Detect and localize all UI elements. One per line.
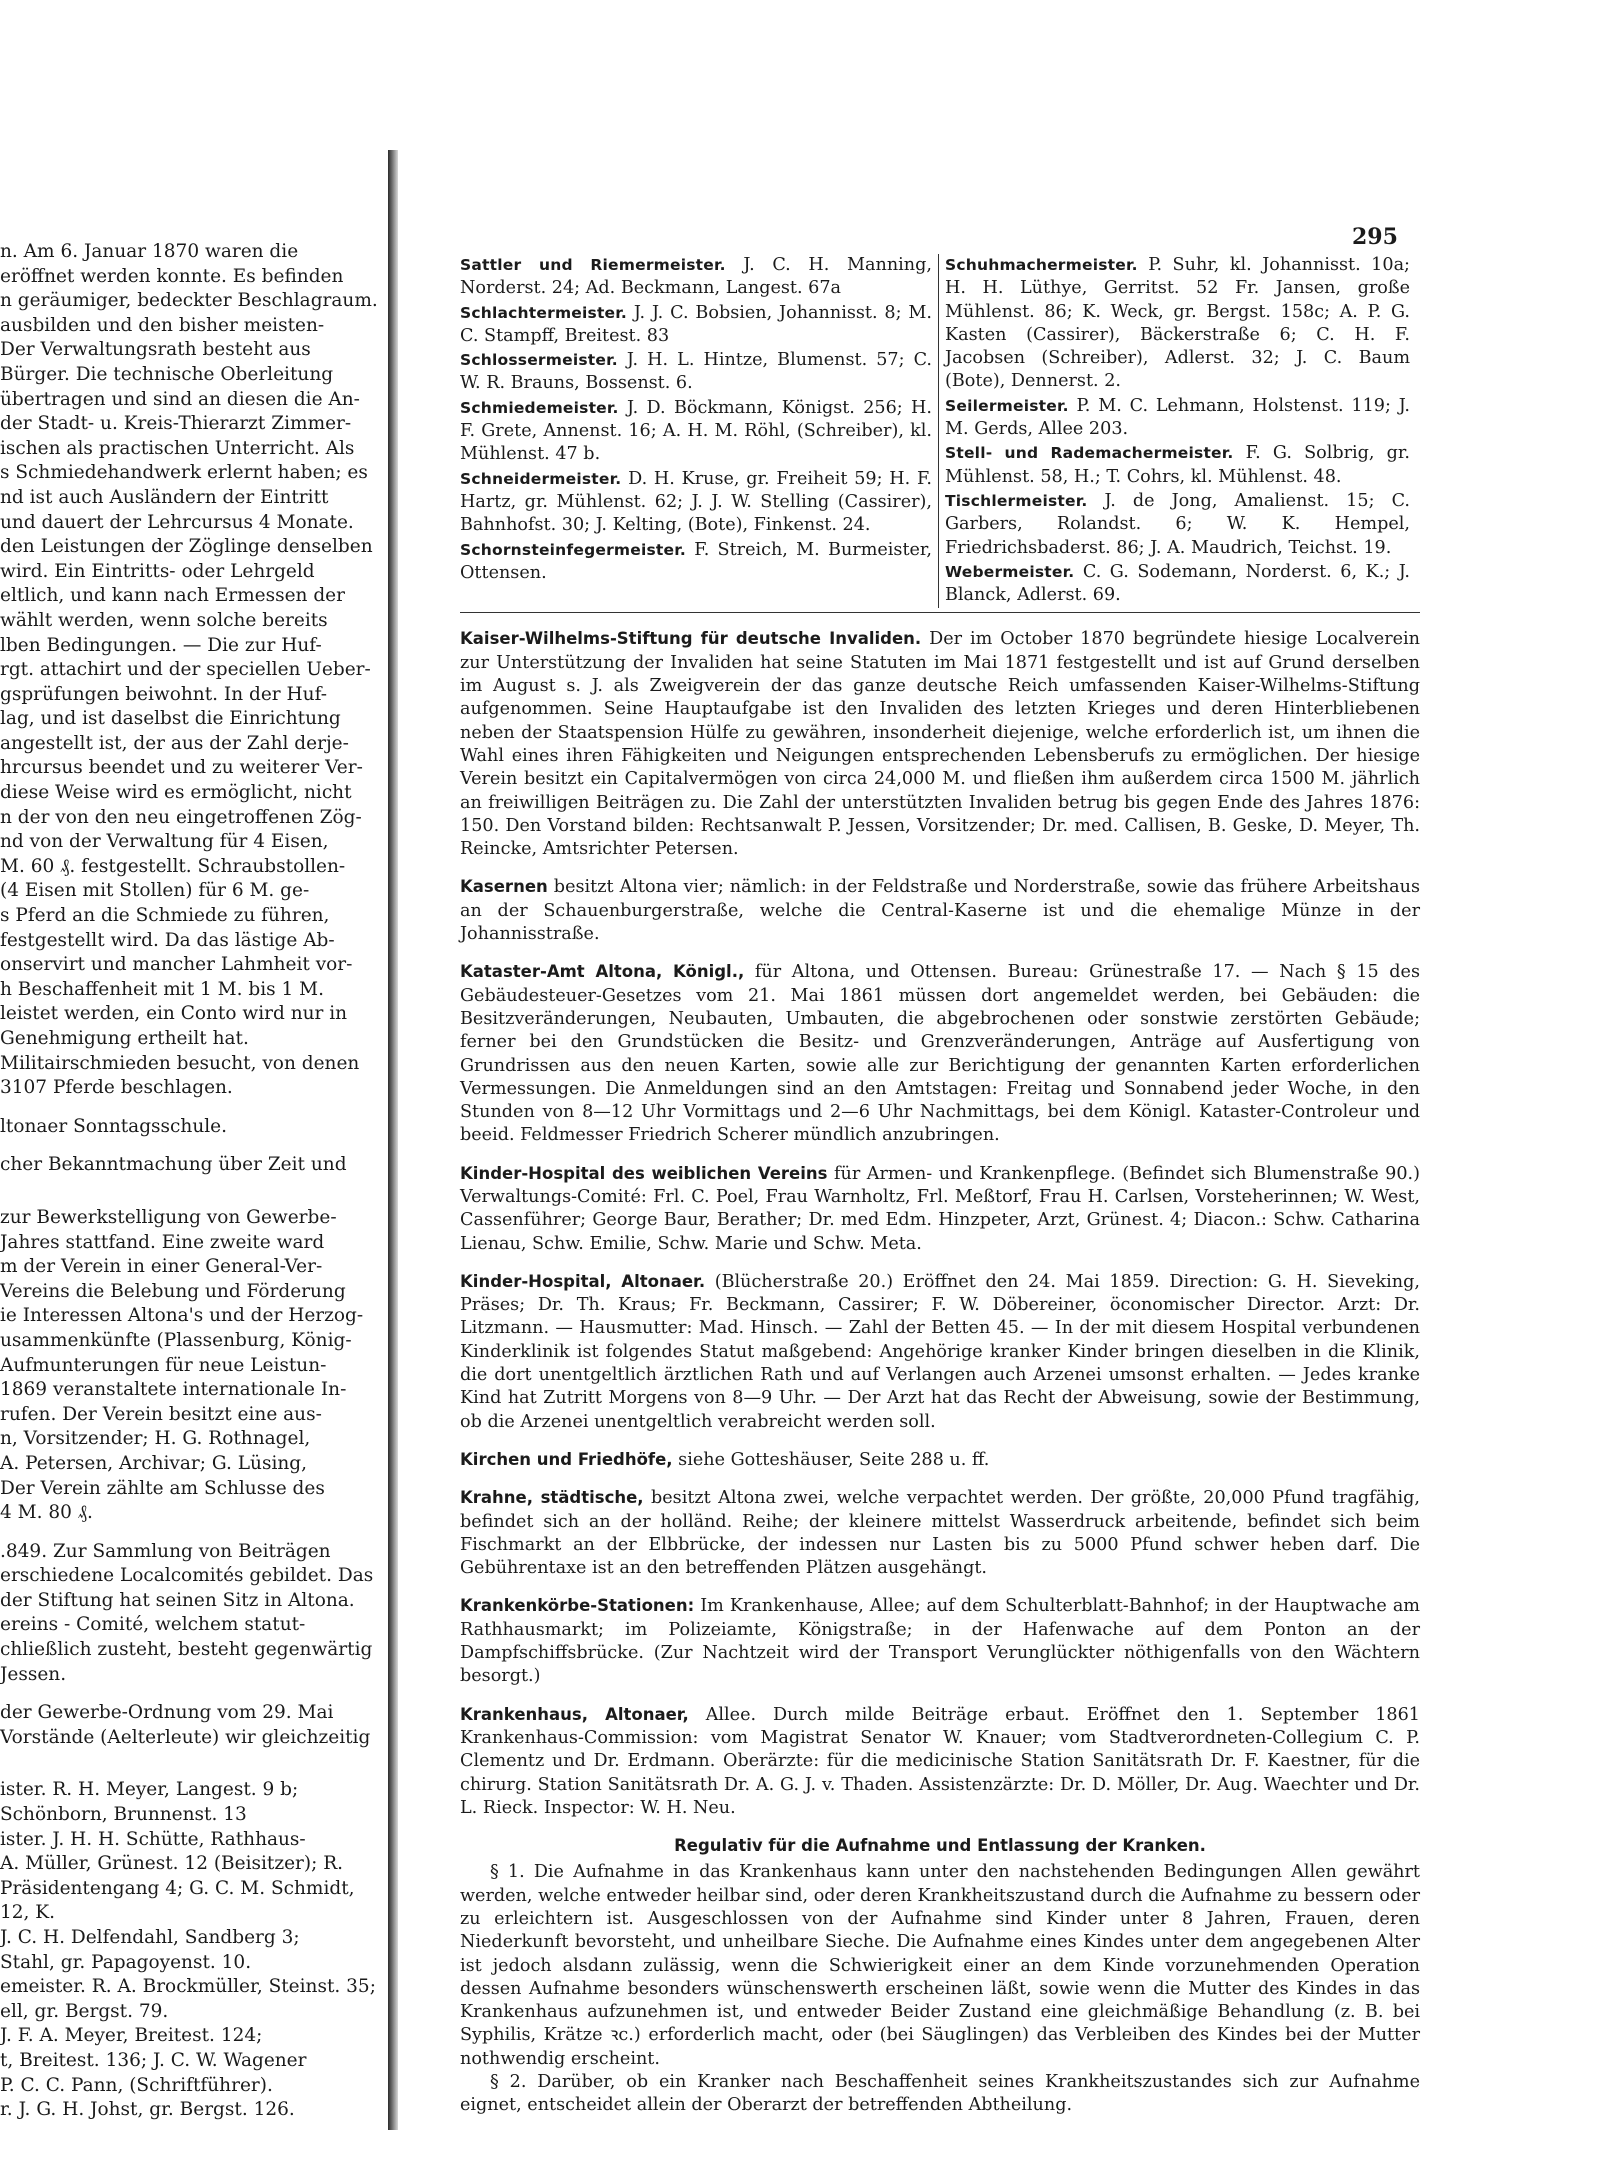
left-page-line: .849. Zur Sammlung von Beiträgen xyxy=(0,1540,331,1562)
trade-heading: Schornsteinfegermeister. xyxy=(460,540,686,559)
trade-entry xyxy=(945,490,1410,560)
left-page-line: Bürger. Die technische Oberleitung xyxy=(0,363,334,385)
entry-heading: Kinder-Hospital, Altonaer. xyxy=(460,1271,706,1291)
left-page-line: den Leistungen der Zöglinge denselben xyxy=(0,536,373,558)
trade-entry xyxy=(945,442,1410,489)
directory-entries xyxy=(460,627,1420,1820)
left-page-line: cher Bekanntmachung über Zeit und xyxy=(0,1154,347,1176)
entry-heading: Krankenkörbe-Stationen: xyxy=(460,1596,695,1616)
left-page-line: hrcursus beendet und zu weiterer Ver- xyxy=(0,757,363,779)
left-page-line: festgestellt wird. Da das lästige Ab- xyxy=(0,929,335,951)
left-page-line: n, Vorsitzender; H. G. Rothnagel, xyxy=(0,1428,311,1450)
entry-text: siehe Gotteshäuser, Seite 288 u. ff. xyxy=(672,1449,990,1470)
directory-entry xyxy=(460,1703,1420,1820)
left-page-line xyxy=(0,1178,380,1192)
left-page-line: ell, gr. Bergst. 79. xyxy=(0,2000,169,2022)
trade-entry xyxy=(945,561,1410,608)
entry-heading: Kataster-Amt Altona, Königl., xyxy=(460,962,745,982)
left-page-line: Vorstände (Aelterleute) wir gleichzeitig xyxy=(0,1726,371,1748)
left-page-line: 12, K. xyxy=(0,1902,56,1924)
directory-entry xyxy=(460,627,1420,861)
left-page-line: Aufmunterungen für neue Leistun- xyxy=(0,1354,327,1376)
trades-directory xyxy=(460,254,1420,613)
left-page-line: ereins - Comité, welchem statut- xyxy=(0,1614,306,1636)
left-page-line: Jahres stattfand. Eine zweite ward xyxy=(0,1231,325,1253)
left-page-line xyxy=(0,1101,380,1115)
left-page-line: ie Interessen Altona's und der Herzog- xyxy=(0,1305,364,1327)
left-page-line: t, Breitest. 136; J. C. W. Wagener xyxy=(0,2049,307,2071)
entry-heading: Krahne, städtische, xyxy=(460,1488,644,1508)
left-page-line: angestellt ist, der aus der Zahl derje- xyxy=(0,732,349,754)
regulativ-paragraph: § 2. Darüber, ob ein Kranker nach Beschaffenheit seines Krankheitszustandes sich zur Aufnahme eignet, entscheidet allein der Oberarzt der betreffenden Abtheilung. xyxy=(460,2072,1420,2116)
left-page-line: Schönborn, Brunnenst. 13 xyxy=(0,1804,247,1826)
left-page-line: 3107 Pferde beschlagen. xyxy=(0,1077,233,1099)
left-page-line: Genehmigung ertheilt hat. xyxy=(0,1028,249,1049)
left-page-line: Vereins die Belebung und Förderung xyxy=(0,1280,346,1302)
entry-text: Der im October 1870 begründete hiesige Localverein zur Unterstützung der Invaliden hat seine Statuten im Mai 1871 festgestellt und ist auf Grund derselben im August s. J. als Zweigverein der das ganze deutsche Reich umfassenden Kaiser-Wilhelms-Stiftung aufgenommen. Seine Hauptaufgabe ist den Invaliden des letzten Krieges und deren Hinterbliebenen neben der Staatspension Hülfe zu gewähren, insonderheit diejenige, welche erforderlich ist, um ihnen die Wahl eines ihren Fähigkeiten und Neigungen entsprechenden Lebensberufs zu ermöglichen. Der hiesige Verein besitzt ein Capitalvermögen von circa 24,000 M. und fließen ihm außerdem circa 1500 M. jährlich an freiwilligen Beiträgen zu. Die Zahl der unterstützten Invaliden betrug bis gegen Ende des Jahres 1876: 150. Den Vorstand bilden: Rechtsanwalt P. Jessen, Vorsitzender; Dr. med. Callisen, B. Geske, D. Meyer, Th. Reincke, Amtsrichter Petersen. xyxy=(460,629,1420,860)
left-page-line: nd ist auch Ausländern der Eintritt xyxy=(0,486,329,508)
trade-text: D. H. Kruse, gr. Freiheit 59; H. F. Hartz, gr. Mühlenst. 62; J. J. W. Stelling (Cassirer), Bahnhofst. 30; J. Kelting, (Bote), Finkenst. 24. xyxy=(460,468,932,536)
directory-entry xyxy=(460,1594,1420,1688)
left-page-line: usammenkünfte (Plassenburg, König- xyxy=(0,1329,352,1351)
left-page-line: Militairschmieden besucht, von denen xyxy=(0,1052,360,1074)
left-page-line: J. C. H. Delfendahl, Sandberg 3; xyxy=(0,1927,300,1948)
trade-entry xyxy=(945,254,1410,394)
left-page-line: A. Müller, Grünest. 12 (Beisitzer); R. xyxy=(0,1853,344,1875)
left-page-line xyxy=(0,1764,380,1778)
trade-entry xyxy=(460,397,932,467)
directory-entry xyxy=(460,875,1420,946)
left-page-line: r. J. G. H. Johst, gr. Bergst. 126. xyxy=(0,2099,295,2121)
trade-text: P. M. C. Lehmann, Holstenst. 119; J. M. Gerds, Allee 203. xyxy=(945,395,1410,440)
regulativ-title: Regulativ für die Aufnahme und Entlassung der Kranken. xyxy=(674,1836,1206,1856)
left-page-line: Der Verwaltungsrath besteht aus xyxy=(0,339,311,361)
trade-entry xyxy=(460,302,932,349)
left-page-line: chließlich zusteht, besteht gegenwärtig xyxy=(0,1639,373,1661)
left-page-line: übertragen und sind an diesen die An- xyxy=(0,388,360,410)
left-page-line xyxy=(0,1192,380,1206)
left-page-line: ltonaer Sonntagsschule. xyxy=(0,1115,227,1137)
directory-entry xyxy=(460,960,1420,1147)
regulativ-paragraph: § 1. Die Aufnahme in das Krankenhaus kann unter den nachstehenden Bedingungen Allen gewährt werden, welche entweder heilbar sind, oder deren Krankheitszustand durch die Aufnahme zu bessern oder zu erleichtern ist. Ausgeschlossen von der Aufnahme sind Kinder unter 8 Jahren, Frauen, deren Niederkunft bevorsteht, und unheilbare Sieche. Die Aufnahme eines Kindes unter dem angegebenen Alter ist jedoch alsdann zulässig, wenn die Schwierigkeit einer an dem Kinde vorzunehmenden Operation dessen Aufnahme besonders wünschenswerth erscheinen läßt, sowie wenn die Mutter des Kindes in das Krankenhaus aufzunehmen ist, und entweder Beider Zustand eine gleichmäßige Behandlung (z. B. bei Syphilis, Krätze ꝛc.) erforderlich macht, oder (bei Säuglingen) das Verbleiben des Kindes bei der Mutter nothwendig erscheint. xyxy=(460,1862,1420,2069)
trade-text: J. H. L. Hintze, Blumenst. 57; C. W. R. Brauns, Bossenst. 6. xyxy=(460,350,932,394)
trade-heading: Seilermeister. xyxy=(945,396,1069,415)
left-page-line: eltlich, und kann nach Ermessen der xyxy=(0,585,345,607)
trade-entry xyxy=(460,468,932,538)
left-page-line: J. F. A. Meyer, Breitest. 124; xyxy=(0,2025,263,2047)
trade-heading: Webermeister. xyxy=(945,562,1075,581)
left-page-line xyxy=(0,1526,380,1540)
entry-heading: Kasernen xyxy=(460,877,548,897)
left-page-line: emeister. R. A. Brockmüller, Steinst. 35; xyxy=(0,1976,376,1998)
entry-heading: Kirchen und Friedhöfe, xyxy=(460,1449,673,1469)
trade-text: J. J. C. Bobsien, Johannisst. 8; M. C. Stampff, Breitest. 83 xyxy=(460,302,932,346)
left-page-line: n. Am 6. Januar 1870 waren die xyxy=(0,241,299,262)
left-page-line: zur Bewerkstelligung von Gewerbe- xyxy=(0,1206,337,1228)
entry-text: besitzt Altona zwei, welche verpachtet werden. Der größte, 20,000 Pfund tragfähig, befindet sich an der holländ. Reihe; der kleinere mittelst Wasserdruck arbeitende, befindet sich beim Fischmarkt an der Elbbrücke, der indessen nur Lasten bis zu 5000 Pfund schwer heben darf. Die Gebührentaxe ist an den betreffenden Plätzen ausgehängt. xyxy=(460,1488,1420,1579)
left-page-line: n der von den neu eingetroffenen Zög- xyxy=(0,806,362,828)
entry-text: (Blücherstraße 20.) Eröffnet den 24. Mai 1859. Direction: G. H. Sieveking, Präses; Dr. Th. Kraus; Fr. Beckmann, Cassirer; F. W. Döbereiner, öconomischer Director. Arzt: Dr. Litzmann. — Hausmutter: Mad. Hinsch. — Zahl der Betten 45. — In der mit diesem Hospital verbundenen Kinderklinik ist folgendes Statut maßgebend: Angehörige kranker Kinder bringen dieselben in die Klinik, die dort unentgeltlich ärztlichen Rath und auf Verlangen auch Arzenei umsonst erhalten. — Jedes kranke Kind hat Zutritt Morgens von 8—9 Uhr. — Der Arzt hat das Recht der Abweisung, sowie der Bestimmung, ob die Arzenei unentgeltlich verabreicht werden soll. xyxy=(460,1271,1420,1432)
left-page-line: n geräumiger, bedeckter Beschlagraum. xyxy=(0,290,378,312)
right-page xyxy=(460,220,1420,2118)
left-page-line: 1869 veranstaltete internationale In- xyxy=(0,1379,347,1401)
trade-heading: Tischlermeister. xyxy=(945,491,1088,510)
trade-text: J. de Jong, Amalienst. 15; C. Garbers, Rolandst. 6; W. K. Hempel, Friedrichsbaderst. 86; J. A. Maudrich, Teichst. 19. xyxy=(945,490,1410,558)
left-page-line: onservirt und mancher Lahmheit vor- xyxy=(0,954,353,976)
trade-heading: Schneidermeister. xyxy=(460,469,622,488)
directory-entry xyxy=(460,1486,1420,1580)
left-page-fragment xyxy=(0,240,380,2160)
left-page-line: ausbilden und den bisher meisten- xyxy=(0,314,325,336)
left-page-line: leistet werden, ein Conto wird nur in xyxy=(0,1003,348,1025)
left-page-line: Jessen. xyxy=(0,1663,67,1685)
directory-entry xyxy=(460,1162,1420,1256)
left-page-line: lben Bedingungen. — Die zur Huf- xyxy=(0,634,322,656)
left-page-line: gsprüfungen beiwohnt. In der Huf- xyxy=(0,683,328,705)
left-page-line: diese Weise wird es ermöglicht, nicht xyxy=(0,782,352,804)
page-number: 295 xyxy=(1352,224,1398,250)
regulativ-paragraphs xyxy=(460,1861,1420,2117)
left-page-line: ister. J. H. H. Schütte, Rathhaus- xyxy=(0,1828,306,1850)
left-page-line: 4 M. 80 ₰. xyxy=(0,1502,93,1524)
left-page-line: m der Verein in einer General-Ver- xyxy=(0,1256,323,1278)
trade-text: C. G. Sodemann, Norderst. 6, K.; J. Blanck, Adlerst. 69. xyxy=(945,561,1410,606)
trade-entry xyxy=(460,254,932,301)
left-page-line: h Beschaffenheit mit 1 M. bis 1 M. xyxy=(0,978,324,1000)
left-page-line: Der Verein zählte am Schlusse des xyxy=(0,1477,325,1499)
entry-heading: Krankenhaus, Altonaer, xyxy=(460,1704,689,1724)
trade-entry xyxy=(460,539,932,586)
entry-heading: Kinder-Hospital des weiblichen Vereins xyxy=(460,1163,828,1183)
left-page-line: der Gewerbe-Ordnung vom 29. Mai xyxy=(0,1702,334,1724)
left-page-line: s Pferd an die Schmiede zu führen, xyxy=(0,905,330,927)
trade-text: J. C. H. Manning, Norderst. 24; Ad. Beckmann, Langest. 67a xyxy=(460,255,932,299)
trade-heading: Schlachtermeister. xyxy=(460,303,627,322)
entry-text: für Altona, und Ottensen. Bureau: Grünestraße 17. — Nach § 15 des Gebäudesteuer-Gesetzes vom 21. Mai 1861 müssen dort angemeldet werden, bei Gebäuden: die Besitzveränderungen, Neubauten, Umbauten, die abgebrochenen oder sonstwie zerstörten Gebäude; ferner bei den Grundstücken die Besitz- und Grenzveränderungen, Anträge auf Ausfertigung von Grundrissen aus den neuen Karten, sowie alle zur Berichtigung der genannten Karten erforderlichen Vermessungen. Die Anmeldungen sind an den Amtstagen: Freitag und Sonnabend jeder Woche, in den Stunden von 8—12 Uhr Vormittags und 2—6 Uhr Nachmittags, bei dem Königl. Kataster-Controleur und beeid. Feldmesser Friedrich Scherer mündlich anzubringen. xyxy=(460,962,1421,1146)
trade-text: F. G. Solbrig, gr. Mühlenst. 58, H.; T. Cohrs, kl. Mühlenst. 48. xyxy=(945,443,1410,487)
left-page-line: und dauert der Lehrcursus 4 Monate. xyxy=(0,511,354,533)
trade-entry xyxy=(945,395,1410,442)
trades-left-column xyxy=(460,254,938,608)
left-page-line: A. Petersen, Archivar; G. Lüsing, xyxy=(0,1452,307,1474)
left-page-line: rgt. attachirt und der speciellen Ueber- xyxy=(0,659,371,681)
trade-heading: Schlossermeister. xyxy=(460,351,618,370)
left-page-line: eröffnet werden konnte. Es befinden xyxy=(0,265,344,287)
entry-heading: Kaiser-Wilhelms-Stiftung für deutsche Invaliden. xyxy=(460,629,922,649)
left-page-line: der Stadt- u. Kreis-Thierarzt Zimmer- xyxy=(0,413,352,435)
left-page-line: der Stiftung hat seinen Sitz in Altona. xyxy=(0,1589,355,1611)
left-page-line: erschiedene Localcomités gebildet. Das xyxy=(0,1565,374,1587)
trade-text: J. D. Böckmann, Königst. 256; H. F. Grete, Annenst. 16; A. H. M. Röhl, (Schreiber), kl. Mühlenst. 47 b. xyxy=(460,397,932,465)
left-page-line: P. C. C. Pann, (Schriftführer). xyxy=(0,2074,273,2096)
trade-heading: Schmiedemeister. xyxy=(460,398,619,417)
left-page-line: lag, und ist daselbst die Einrichtung xyxy=(0,708,341,730)
left-page-line: ischen als practischen Unterricht. Als xyxy=(0,437,355,459)
left-page-line: M. 60 ₰. festgestellt. Schraubstollen- xyxy=(0,855,346,877)
left-page-line xyxy=(0,1750,380,1764)
left-page-line: Stahl, gr. Papagoyenst. 10. xyxy=(0,1951,252,1973)
left-page-line: wählt werden, wenn solche bereits xyxy=(0,609,328,631)
directory-entry xyxy=(460,1270,1420,1434)
directory-entry xyxy=(460,1448,1420,1472)
trade-text: F. Streich, M. Burmeister, Ottensen. xyxy=(460,539,932,583)
entry-text: Allee. Durch milde Beiträge erbaut. Eröffnet den 1. September 1861 Krankenhaus-Commission: vom Magistrat Senator W. Knauer; vom Stadtverordneten-Collegium C. P. Clementz und Dr. Erdmann. Oberärzte: für die medicinische Station Sanitätsrath Dr. F. Kaestner, für die chirurg. Station Sanitätsrath Dr. A. G. J. v. Thaden. Assistenzärzte: Dr. D. Möller, Dr. Aug. Waechter und Dr. L. Rieck. Inspector: W. H. Neu. xyxy=(460,1704,1421,1818)
entry-text: besitzt Altona vier; nämlich: in der Feldstraße und Norderstraße, sowie das frühere Arbeitshaus an der Schauenburgerstraße, welche die Central-Kaserne ist und die ehemalige Münze in der Johannisstraße. xyxy=(460,877,1420,945)
left-page-line: s Schmiedehandwerk erlernt haben; es xyxy=(0,462,368,484)
trade-heading: Stell- und Rademachermeister. xyxy=(945,444,1234,463)
trade-heading: Schuhmachermeister. xyxy=(945,256,1138,274)
entry-text: Im Krankenhause, Allee; auf dem Schulterblatt-Bahnhof; in der Hauptwache am Rathhausmarkt; im Polizeiamte, Königstraße; in der Hafenwache auf dem Ponton an der Dampfschiffsbrücke. (Zur Nachtzeit wird der Transport Verunglückter nöthigenfalls von den Wächtern besorgt.) xyxy=(460,1596,1420,1687)
entry-text: für Armen- und Krankenpflege. (Befindet sich Blumenstraße 90.) Verwaltungs-Comité: Frl. C. Poel, Frau Warnholtz, Frl. Meßtorf, Frau H. Carlsen, Vorsteherinnen; W. West, Cassenführer; George Baur, Berather; Dr. med Edm. Hinzpeter, Arzt, Grünest. 4; Diacon.: Schw. Catharina Lienau, Schw. Emilie, Schw. Marie und Schw. Meta. xyxy=(460,1163,1420,1254)
left-page-line xyxy=(0,1139,380,1153)
left-page-line: Präsidentengang 4; G. C. M. Schmidt, xyxy=(0,1877,355,1899)
trades-right-column xyxy=(938,254,1416,608)
trade-entry xyxy=(460,349,932,396)
left-page-line xyxy=(0,1687,380,1701)
regulativ-section xyxy=(460,1834,1420,2118)
page-gutter xyxy=(388,150,398,2130)
trade-text: P. Suhr, kl. Johannisst. 10a; H. H. Lüthye, Gerritst. 52 Fr. Jansen, große Mühlenst. 86; K. Weck, gr. Bergst. 158c; A. P. G. Kasten (Cassirer), Bäckerstraße 6; C. H. F. Jacobsen (Schreiber), Adlerst. 32; J. C. Baum (Bote), Dennerst. 2. xyxy=(945,255,1410,392)
trade-heading: Sattler und Riemermeister. xyxy=(460,256,726,274)
left-page-line: nd von der Verwaltung für 4 Eisen, xyxy=(0,831,329,853)
left-page-line: ister. R. H. Meyer, Langest. 9 b; xyxy=(0,1779,299,1801)
left-page-line: (4 Eisen mit Stollen) für 6 M. ge- xyxy=(0,880,310,902)
left-page-line: rufen. Der Verein besitzt eine aus- xyxy=(0,1403,322,1425)
left-page-line: wird. Ein Eintritts- oder Lehrgeld xyxy=(0,560,315,582)
